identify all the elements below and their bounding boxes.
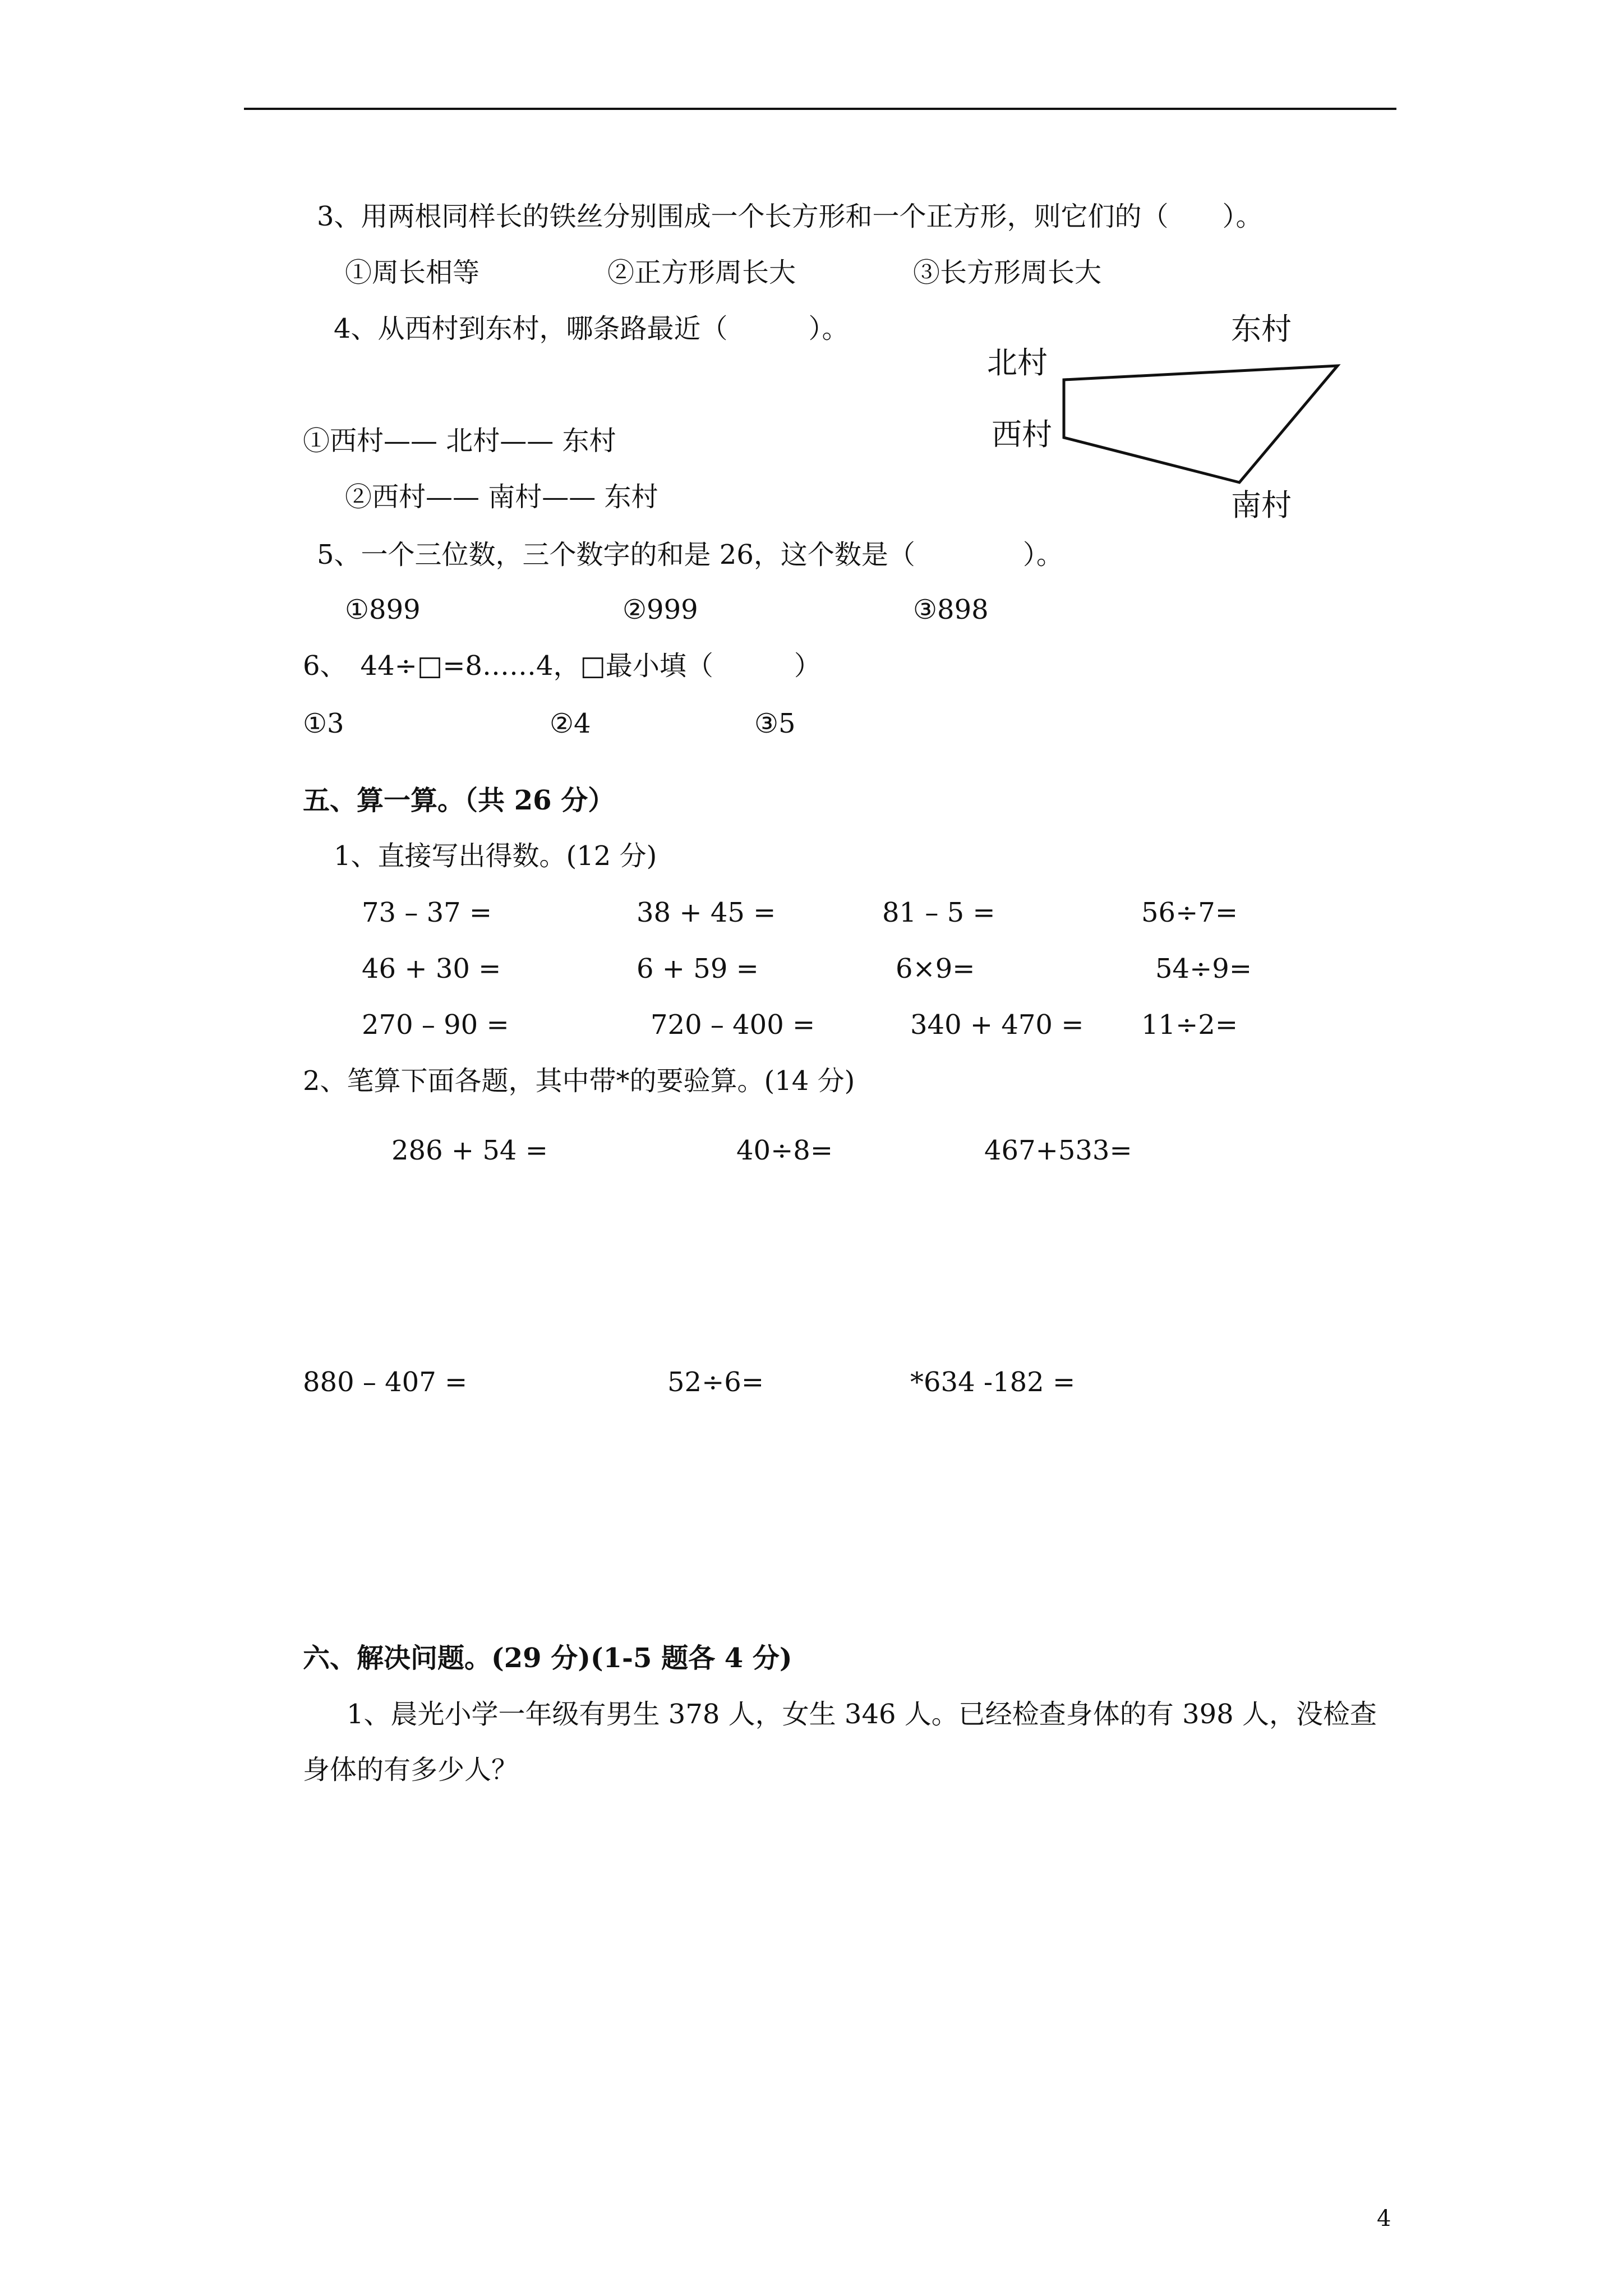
q5-option-1: ①899: [345, 594, 421, 625]
calc-r1-c1: 73 – 37 =: [362, 897, 492, 928]
written-calc-1: 286 + 54 =: [391, 1135, 548, 1166]
calc-r3-c3: 340 + 470 =: [910, 1009, 1084, 1041]
map-label-east: 东村: [1231, 311, 1292, 347]
section5-part1-title: 1、直接写出得数。(12 分): [334, 840, 657, 872]
q6-option-2: ②4: [550, 708, 591, 739]
calc-r2-c1: 46 + 30 =: [362, 953, 501, 984]
map-label-south: 南村: [1231, 487, 1292, 523]
calc-r3-c1: 270 – 90 =: [362, 1009, 509, 1041]
written-calc-2: 40÷8=: [736, 1135, 833, 1166]
q3-option-2: ②正方形周长大: [607, 257, 796, 288]
section5-title: 五、算一算。（共 26 分）: [303, 785, 615, 816]
calc-r3-c2: 720 – 400 =: [651, 1009, 815, 1041]
map-label-west: 西村: [992, 417, 1052, 452]
q6-option-3: ③5: [754, 708, 796, 739]
section5-part2-title: 2、笔算下面各题，其中带*的要验算。(14 分): [303, 1065, 855, 1097]
written-calc-6: *634 -182 =: [910, 1366, 1076, 1398]
calc-r1-c3: 81 – 5 =: [882, 897, 995, 928]
q5-option-2: ②999: [623, 594, 698, 625]
q5-text: 5、一个三位数，三个数字的和是 26，这个数是（ ）。: [317, 539, 1063, 570]
calc-r1-c2: 38 + 45 =: [637, 897, 776, 928]
written-calc-5: 52÷6=: [667, 1366, 764, 1398]
q3-option-3: ③长方形周长大: [913, 257, 1102, 288]
written-calc-4: 880 – 407 =: [303, 1366, 468, 1398]
section6-title: 六、解决问题。(29 分)(1-5 题各 4 分): [303, 1642, 792, 1674]
q4-option-2: ②西村—— 南村—— 东村: [345, 481, 658, 513]
calc-r2-c2: 6 + 59 =: [637, 953, 759, 984]
q6-option-1: ①3: [303, 708, 344, 739]
section6-q1-line2: 身体的有多少人？: [303, 1754, 519, 1786]
q3-text: 3、用两根同样长的铁丝分别围成一个长方形和一个正方形，则它们的（ ）。: [317, 201, 1263, 232]
q4-option-1: ①西村—— 北村—— 东村: [303, 425, 616, 457]
map-label-north: 北村: [987, 345, 1048, 380]
q4-text: 4、从西村到东村，哪条路最近（ ）。: [334, 313, 849, 344]
calc-r2-c4: 54÷9=: [1155, 953, 1252, 984]
q3-option-1: ①周长相等: [345, 257, 480, 288]
section6-q1-line1: 1、晨光小学一年级有男生 378 人，女生 346 人。已经检查身体的有 398 人，没检查: [347, 1699, 1377, 1730]
q5-option-3: ③898: [913, 594, 989, 625]
q6-text: 6、 44÷□=8……4，□最小填（ ）: [303, 650, 821, 682]
route-polygon: [1064, 366, 1338, 482]
calc-r2-c3: 6×9=: [896, 953, 975, 984]
calc-r1-c4: 56÷7=: [1141, 897, 1238, 928]
calc-r3-c4: 11÷2=: [1141, 1009, 1238, 1041]
written-calc-3: 467+533=: [984, 1135, 1132, 1166]
page-number: 4: [1377, 2206, 1391, 2231]
